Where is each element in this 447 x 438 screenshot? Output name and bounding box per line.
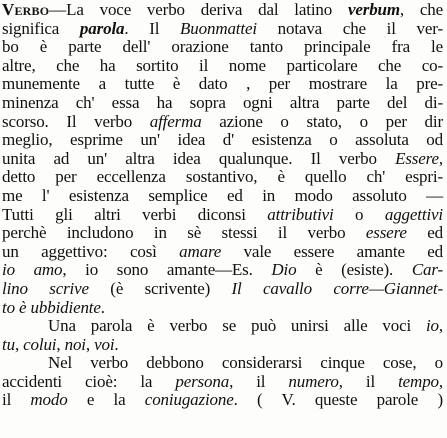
text-run: parola — [79, 18, 125, 38]
text-run: , che — [399, 0, 443, 19]
text-run: minenza ch' essa ha sopra ogni altra parte del di- — [2, 92, 443, 112]
text-run: , il — [338, 371, 399, 391]
text-run: persona — [175, 371, 230, 391]
text-run: unita ad un' altra idea qualunque. Il verbo — [2, 148, 396, 168]
entry-line — [2, 224, 443, 243]
headword: Verbo — [2, 0, 50, 19]
text-run: , — [56, 334, 65, 354]
text-run: . — [100, 297, 105, 317]
text-run: Dio — [271, 260, 297, 280]
text-run: munemente a tutte è dato , per mostrare la pre- — [2, 74, 443, 94]
entry-line — [2, 280, 443, 299]
text-run: tu — [2, 334, 15, 354]
text-run: . ( V. queste parole ) — [233, 390, 443, 410]
text-run: me l' esistenza semplice ed in modo assoluto — — [2, 185, 443, 205]
text-run: significa — [2, 18, 80, 38]
text-run: afferma — [149, 111, 202, 131]
text-run: . Il — [124, 18, 181, 38]
text-run: o — [333, 204, 385, 224]
entry-line — [2, 354, 443, 373]
text-run: notava che il ver- — [256, 18, 443, 38]
text-run: perchè includono in sè stessi il verbo — [2, 223, 366, 243]
text-run: è (esiste). — [296, 260, 412, 280]
text-run: io — [425, 316, 439, 336]
text-run: —La voce verbo deriva dal latino — [49, 0, 348, 19]
text-run: Buonmattei — [180, 18, 257, 38]
text-run: essere — [365, 223, 407, 243]
text-run: , il — [229, 371, 289, 391]
text-run: , — [438, 148, 443, 168]
entry-line — [2, 131, 443, 150]
text-run: lino scrive — [2, 278, 89, 298]
text-run: coniugazione — [144, 390, 234, 410]
text-run: numero — [288, 371, 339, 391]
entry-line — [2, 206, 443, 225]
text-run: . — [114, 334, 119, 354]
text-run: , — [14, 334, 24, 354]
text-run: e la — [67, 390, 145, 410]
entry-line — [2, 243, 443, 262]
text-run: il — [2, 390, 31, 410]
entry-line — [2, 373, 443, 392]
text-run: scorso. Il verbo — [2, 111, 150, 131]
entry-line — [2, 391, 443, 410]
text-run: amare — [179, 241, 222, 261]
text-run: un aggettivo: così — [2, 241, 180, 261]
text-run: verbum — [347, 0, 400, 19]
text-run: vale essere amante ed — [221, 241, 443, 261]
entry-line — [2, 187, 443, 206]
text-run: azione o stato, o per dir — [201, 111, 443, 131]
text-run: , — [438, 316, 443, 336]
text-run: ed — [406, 223, 443, 243]
text-run: Car- — [411, 260, 443, 280]
entry-line — [2, 20, 443, 39]
text-run: attributivi — [267, 204, 334, 224]
text-run: voi — [94, 334, 115, 354]
text-run: bo è parte dell' orazione tanto principale fra le — [2, 37, 443, 57]
text-run: meglio, esprime un' idea d' esistenza o assoluta od — [2, 130, 443, 150]
text-run: io amo — [2, 260, 63, 280]
text-run: , — [85, 334, 95, 354]
entry-line — [2, 299, 443, 318]
text-run: altre, che ha sortito il nome particolare che co- — [2, 55, 443, 75]
text-run: (è scrivente) — [88, 278, 232, 298]
entry-line — [2, 94, 443, 113]
text-run: aggettivi — [384, 204, 443, 224]
entry-line — [2, 336, 443, 355]
entry-line — [2, 168, 443, 187]
text-run: detto per eccellenza sostantivo, è quello ch' espri- — [2, 167, 443, 187]
entry-line — [2, 150, 443, 169]
entry-line — [2, 261, 443, 280]
entry-line — [2, 113, 443, 132]
entry-line — [2, 317, 443, 336]
text-run: accidenti cioè: la — [2, 371, 176, 391]
text-run: Tutti gli altri verbi diconsi — [2, 204, 268, 224]
text-run: tempo — [398, 371, 439, 391]
entry-line — [2, 1, 443, 20]
text-run: colui — [23, 334, 57, 354]
verbo-entry — [2, 1, 443, 410]
entry-line — [2, 57, 443, 76]
text-run: , io sono amante—Es. — [62, 260, 272, 280]
text-run: Il cavallo corre—Giannet- — [231, 278, 443, 298]
text-run: to è ubbidiente — [2, 297, 101, 317]
text-run: Nel verbo debbono considerarsi cinque cose, o — [48, 353, 443, 373]
entry-line — [2, 75, 443, 94]
text-run: modo — [30, 390, 68, 410]
text-run: Essere — [395, 148, 439, 168]
entry-line — [2, 38, 443, 57]
text-run: , — [438, 371, 443, 391]
text-run: noi — [64, 334, 86, 354]
text-run: Una parola è verbo se può unirsi alle voci — [48, 316, 426, 336]
